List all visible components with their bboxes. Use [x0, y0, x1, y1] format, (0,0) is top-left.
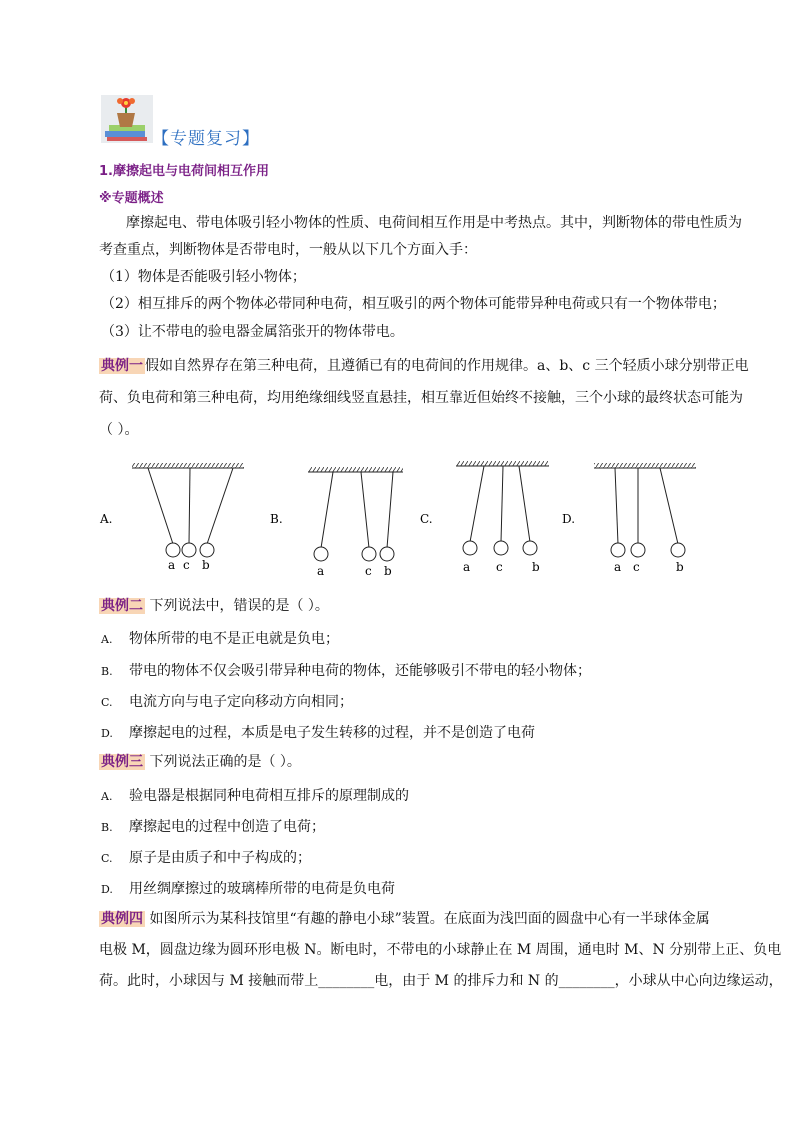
option-b-label: B.	[270, 512, 283, 526]
ball-c	[631, 543, 645, 557]
example-1-text: 假如自然界存在第三种电荷，且遵循已有的电荷间的作用规律。a、b、c 三个轻质小球分别带正电	[145, 358, 749, 374]
ball-label-a: a	[463, 560, 471, 574]
ball-b	[671, 543, 685, 557]
example-3-option-a	[101, 785, 409, 805]
example-2-option-a	[101, 628, 339, 648]
overview-para-2: 考查重点，判断物体是否带电时，一般从以下几个方面入手：	[99, 242, 477, 258]
option-text: 物体所带的电不是正电就是负电；	[129, 631, 339, 647]
overview-item: （2）相互排斥的两个物体必带同种电荷，相互吸引的两个物体可能带异种电荷或只有一个物体带电；	[101, 296, 726, 312]
ball-label-b: b	[676, 560, 684, 574]
example-3-text: 下列说法正确的是（ ）。	[149, 754, 301, 770]
example-1-line-2: 荷、负电荷和第三种电荷，均用绝缘细线竖直悬挂，相互靠近但始终不接触，三个小球的最终状态可能为	[99, 390, 743, 406]
example-2-text: 下列说法中，错误的是（ ）。	[149, 598, 329, 614]
example-2-question	[99, 596, 329, 616]
ball-label-a: a	[317, 564, 325, 578]
example-2-option-d	[101, 722, 535, 742]
ball-a	[314, 547, 328, 561]
example-2-tag: 典例二	[101, 598, 143, 614]
example-1-line-3: （ ）。	[99, 422, 139, 438]
ball-label-a: a	[614, 560, 622, 574]
ball-label-a: a	[168, 558, 176, 572]
ball-label-c: c	[496, 560, 503, 574]
ball-b	[523, 541, 537, 555]
ball-label-c: c	[365, 564, 372, 578]
example-1-line-1	[99, 356, 749, 376]
ball-label-b: b	[532, 560, 540, 574]
option-text: 原子是由质子和中子构成的；	[129, 850, 311, 866]
option-text: 摩擦起电的过程，本质是电子发生转移的过程，并不是创造了电荷	[129, 725, 535, 741]
ball-label-b: b	[384, 564, 392, 578]
example-3-option-b	[101, 816, 325, 836]
option-letter: D.	[101, 727, 113, 740]
page-title: 【专题复习】	[152, 129, 260, 149]
example-4-line-3: 荷。此时，小球因与 M 接触而带上________电，由于 M 的排斥力和 N 的________，小球从中心向边缘运动，	[99, 973, 783, 989]
option-text: 验电器是根据同种电荷相互排斥的原理制成的	[129, 788, 409, 804]
option-letter: A.	[101, 790, 113, 803]
option-a-label: A.	[100, 512, 113, 526]
ball-b	[380, 547, 394, 561]
pendulum-diagram	[96, 455, 716, 585]
section-subtitle: ※专题概述	[99, 191, 164, 206]
option-letter: D.	[101, 883, 113, 896]
ball-c	[182, 543, 196, 557]
ball-a	[611, 543, 625, 557]
example-3-tag: 典例三	[101, 754, 143, 770]
example-3-question	[99, 752, 301, 772]
example-2-option-b	[101, 660, 591, 680]
ball-c	[362, 547, 376, 561]
ball-c	[494, 541, 508, 555]
option-letter: B.	[101, 665, 113, 678]
option-letter: C.	[101, 696, 113, 709]
ball-label-b: b	[202, 558, 210, 572]
example-3-option-d	[101, 878, 395, 898]
option-text: 电流方向与电子定向移动方向相同；	[129, 694, 353, 710]
ball-a	[463, 541, 477, 555]
option-letter: B.	[101, 821, 113, 834]
example-2-option-c	[101, 691, 353, 711]
ball-b	[200, 543, 214, 557]
ball-label-c: c	[633, 560, 640, 574]
ceiling-c	[456, 461, 549, 466]
ball-label-c: c	[183, 558, 190, 572]
overview-para-1: 摩擦起电、带电体吸引轻小物体的性质、电荷间相互作用是中考热点。其中，判断物体的带电性质为	[126, 215, 742, 231]
ceiling-b	[308, 467, 403, 472]
example-1-tag: 典例一	[101, 358, 143, 374]
example-4-text: 如图所示为某科技馆里“有趣的静电小球”装置。在底面为浅凹面的圆盘中心有一半球体金属	[149, 911, 710, 927]
option-text: 摩擦起电的过程中创造了电荷；	[129, 819, 325, 835]
example-3-option-c	[101, 847, 311, 867]
option-text: 用丝绸摩擦过的玻璃棒所带的电荷是负电荷	[129, 881, 395, 897]
overview-item: （1）物体是否能吸引轻小物体；	[101, 269, 306, 285]
option-text: 带电的物体不仅会吸引带异种电荷的物体，还能够吸引不带电的轻小物体；	[129, 663, 591, 679]
option-c-label: C.	[420, 512, 433, 526]
option-d-label: D.	[562, 512, 576, 526]
flower-book-icon	[101, 95, 153, 143]
example-4-tag: 典例四	[101, 911, 143, 927]
example-4-line-2: 电极 M，圆盘边缘为圆环形电极 N。断电时，不带电的小球静止在 M 周围，通电时 M、N 分别带上正、负电	[99, 942, 782, 958]
section-title: 1.摩擦起电与电荷间相互作用	[99, 164, 269, 179]
overview-item: （3）让不带电的验电器金属箔张开的物体带电。	[101, 324, 404, 340]
example-4-line-1	[99, 909, 710, 929]
ceiling-a	[132, 463, 244, 468]
ball-a	[166, 543, 180, 557]
option-letter: C.	[101, 852, 113, 865]
ceiling-d	[594, 463, 696, 468]
option-letter: A.	[101, 633, 113, 646]
